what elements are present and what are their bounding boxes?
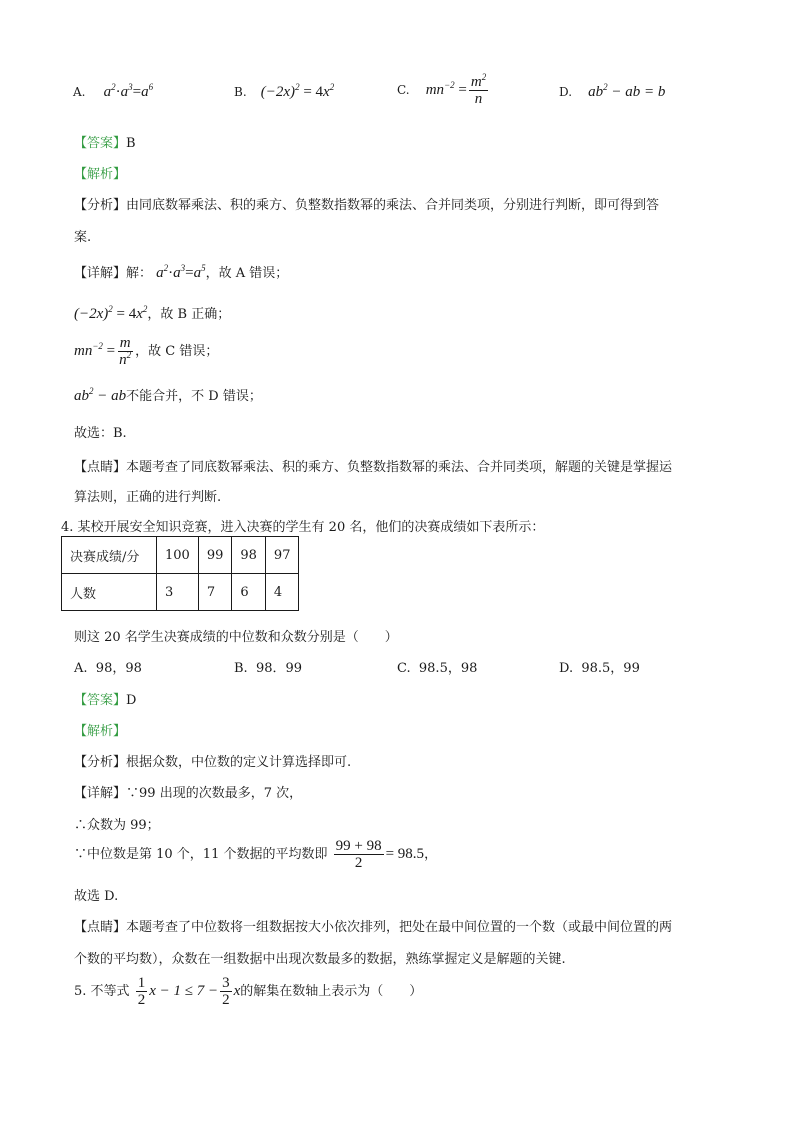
option-label: A. [73,85,86,99]
q3-comment: 【点睛】本题考查了同底数幂乘法、积的乘方、负整数指数幂的乘法、合并同类项，解题的关键是掌握运 [74,460,673,475]
q3-option-c[interactable] [397,74,490,107]
answer-value: B [126,136,136,151]
q3-detail-c: $mn^{-2}$ = $\frac{m}{n^2}$ ，故 C 错误； [74,335,219,368]
detail-tag: 【详解】 [74,786,127,801]
q3-option-d[interactable] [559,84,665,101]
formula-c: $mn^{-2}$ = $\frac{m^2}{n}$ [425,72,487,107]
table-cell: 6 [232,574,266,611]
q3-detail-a: 【详解】解： $a^2\cdot a^3=a^5$，故 A 错误； [74,263,289,281]
q3-option-a[interactable] [73,84,153,101]
q4-detail-1: 【详解】∵99 出现的次数最多，7 次， [74,786,303,801]
q3-option-b[interactable] [234,84,334,101]
q4-comment-cont: 个数的平均数），众数在一组数据中出现次数最多的数据，熟练掌握定义是解题的关键. [74,952,566,967]
analysis-text: 由同底数幂乘法、积的乘方、负整数指数幂的乘法、合并同类项，分别进行判断，即可得到答 [126,198,660,213]
formula-a: $a^2\cdot a^3=a^5$ [156,263,206,281]
q4-option-d[interactable]: D. 98.5，99 [559,661,640,676]
q4-analysis: 【分析】根据众数，中位数的定义计算选择即可. [74,755,352,770]
q4-question: 则这 20 名学生决赛成绩的中位数和众数分别是（ ） [74,630,398,645]
formula-d: $ab^2$ − ab [74,386,127,404]
table-cell: 7 [198,574,232,611]
answer-tag: 【答案】 [74,136,127,151]
formula-c: $mn^{-2}$ = $\frac{m}{n^2}$ [74,335,132,368]
q4-detail-3: ∵中位数是第 10 个，11 个数据的平均数即 $\frac{99 + 98}{2}$ = 98.5， [74,838,438,871]
q4-option-b[interactable]: B. 98．99 [234,661,303,676]
median-formula: $\frac{99 + 98}{2}$ = 98.5 [335,838,425,871]
scores-table [61,536,299,611]
q3-answer [74,132,136,151]
table-cell: 98 [232,537,266,574]
formula-b: $(-2x)^2 = 4x^2$ [74,304,148,322]
q3-detail-d: $ab^2$ − ab不能合并，不 D 错误； [74,386,262,404]
table-cell: 99 [198,537,232,574]
q4-stem: 4. 某校开展安全知识竞赛，进入决赛的学生有 20 名，他们的决赛成绩如下表所示： [61,520,545,535]
option-label: B. [234,85,247,99]
table-cell: 4 [265,574,299,611]
table-cell: 100 [157,537,199,574]
table-row [62,537,299,574]
q3-analysis-cont: 案. [74,230,92,245]
q3-analysis-label: 【解析】 [74,167,127,182]
formula-d: $ab^2$ − ab = b [588,82,666,100]
comment-tag: 【点睛】 [74,920,127,935]
q5-stem: 5. 不等式 $\frac{1}{2}$ x − 1 ≤ 7 − $\frac{3}{2}$ x的解集在数轴上表示为（ ） [74,975,423,1008]
q3-choose: 故选：B. [74,426,127,441]
q4-detail-2: ∴众数为 99； [74,818,160,833]
q4-analysis-label: 【解析】 [74,724,127,739]
comment-tag: 【点睛】 [74,460,127,475]
q4-choose: 故选 D. [74,889,119,904]
q4-comment: 【点睛】本题考查了中位数将一组数据按大小依次排列，把处在最中间位置的一个数（或最中间位置的两 [74,920,673,935]
q4-option-c[interactable]: C. 98.5，98 [397,661,478,676]
q4-answer [74,689,136,708]
table-cell: 3 [157,574,199,611]
q3-detail-b: $(-2x)^2 = 4x^2$，故 B 正确； [74,304,231,322]
formula-b: $(-2x)^2 = 4x^2$ [260,82,335,100]
q3-analysis [74,194,659,213]
option-label: D. [559,85,573,99]
detail-tag: 【详解】 [74,266,127,281]
analysis-tag: 【分析】 [74,755,127,770]
q4-option-a[interactable]: A. 98，98 [74,661,142,676]
answer-tag: 【答案】 [74,693,127,708]
table-row [62,574,299,611]
answer-value: D [126,693,137,708]
table-cell: 人数 [62,574,157,611]
table-cell: 决赛成绩/分 [62,537,157,574]
formula-a: $a^2\cdot a^3=a^6$ [103,82,154,100]
table-cell: 97 [265,537,299,574]
option-label: C. [397,82,410,97]
q3-comment-cont: 算法则，正确的进行判断. [74,490,222,505]
analysis-tag: 【分析】 [74,198,127,213]
inequality-formula: $\frac{1}{2}$ x − 1 ≤ 7 − $\frac{3}{2}$ x [137,975,241,1008]
